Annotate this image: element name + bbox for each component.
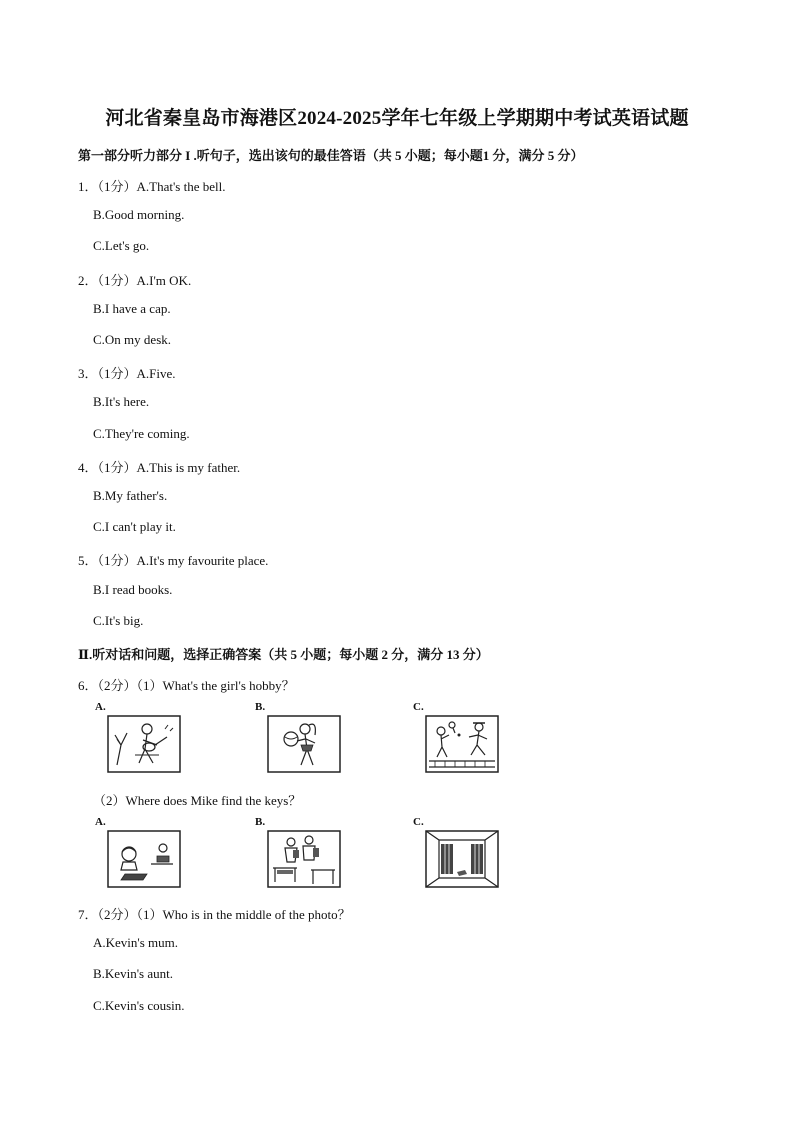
question-3-option-c: C.They're coming. xyxy=(93,426,190,441)
question-6-2-pictures xyxy=(95,818,515,890)
picture-letter: B. xyxy=(255,701,266,713)
question-7-option-c: C.Kevin's cousin. xyxy=(93,998,185,1013)
empty-room-icon xyxy=(425,830,499,888)
picture-letter: A. xyxy=(95,701,106,713)
question-4-option-c: C.I can't play it. xyxy=(93,519,176,534)
picture-letter: A. xyxy=(95,816,106,828)
ping-pong-players-icon xyxy=(425,715,499,773)
question-3-stem: 3．（1分）A.Five. xyxy=(78,366,176,381)
question-7-option-b: B.Kevin's aunt. xyxy=(93,966,173,981)
question-2-option-b: B.I have a cap. xyxy=(93,301,171,316)
part1-header: 第一部分听力部分 I .听句子，选出该句的最佳答语（共 5 小题；每小题1 分，满分 5 分） xyxy=(78,148,584,163)
picture-letter: C. xyxy=(413,701,424,713)
question-6-sub2-stem: （2）Where does Mike find the keys？ xyxy=(93,793,302,808)
part2-header: Ⅱ.听对话和问题，选择正确答案（共 5 小题；每小题 2 分，满分 13 分） xyxy=(78,647,489,662)
question-1-stem: 1．（1分）A.That's the bell. xyxy=(78,179,226,194)
students-with-bags-icon xyxy=(267,830,341,888)
girl-with-ball-icon xyxy=(267,715,341,773)
question-6-1-pictures xyxy=(95,703,515,775)
question-3-option-b: B.It's here. xyxy=(93,394,150,409)
question-5-option-b: B.I read books. xyxy=(93,582,173,597)
question-4-stem: 4．（1分）A.This is my father. xyxy=(78,460,241,475)
question-1-option-b: B.Good morning. xyxy=(93,207,185,222)
question-7-option-a: A.Kevin's mum. xyxy=(93,935,179,950)
picture-letter: B. xyxy=(255,816,266,828)
question-5-option-c: C.It's big. xyxy=(93,613,144,628)
question-2-option-c: C.On my desk. xyxy=(93,332,171,347)
picture-b-classroom[interactable] xyxy=(255,818,375,890)
question-2-stem: 2．（1分）A.I'm OK. xyxy=(78,273,192,288)
question-4-option-b: B.My father's. xyxy=(93,488,168,503)
question-7-stem: 7．（2分）（1）Who is in the middle of the photo？ xyxy=(78,907,351,922)
picture-c-room-door[interactable] xyxy=(413,818,533,890)
picture-c-table-tennis[interactable] xyxy=(413,703,533,775)
children-at-desk-icon xyxy=(107,830,181,888)
picture-b-volleyball[interactable] xyxy=(255,703,375,775)
girl-playing-guitar-icon xyxy=(107,715,181,773)
picture-letter: C. xyxy=(413,816,424,828)
page-title: 河北省秦皇岛市海港区2024-2025学年七年级上学期期中考试英语试题 xyxy=(105,108,689,129)
question-1-option-c: C.Let's go. xyxy=(93,238,150,253)
question-5-stem: 5．（1分）A.It's my favourite place. xyxy=(78,553,269,568)
picture-a-guitar[interactable] xyxy=(95,703,215,775)
question-6-stem: 6．（2分）（1）What's the girl's hobby？ xyxy=(78,678,295,693)
picture-a-desk[interactable] xyxy=(95,818,215,890)
